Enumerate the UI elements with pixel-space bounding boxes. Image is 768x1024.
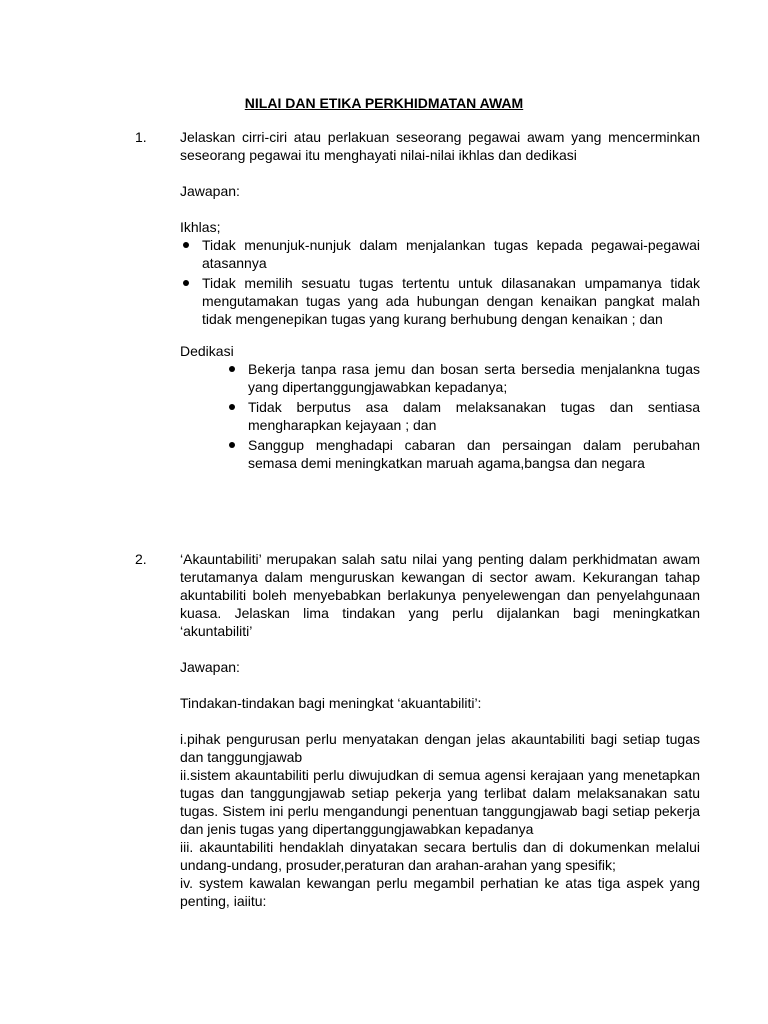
section-heading-ikhlas: Ikhlas; [180, 219, 221, 235]
answer-item: i.pihak pengurusan perlu menyatakan dengan jelas akauntabiliti bagi setiap tugas dan tanggungjawab [180, 731, 700, 765]
answer-label: Jawapan: [180, 183, 240, 199]
list-item: Tidak menunjuk-nunjuk dalam menjalankan tugas kepada pegawai-pegawai atasannya [180, 236, 700, 272]
question-number: 2. [135, 551, 147, 567]
document-title: NILAI DAN ETIKA PERKHIDMATAN AWAM [244, 95, 524, 111]
ikhlas-bullet-list [180, 236, 700, 328]
question-text: Jelaskan cirri-ciri atau perlakuan seseorang pegawai awam yang mencerminkan seseorang pegawai itu menghayati nilai-nilai ikhlas dan dedikasi [180, 129, 700, 163]
answer-item: iv. system kawalan kewangan perlu megambil perhatian ke atas tiga aspek yang penting, iaiitu: [180, 875, 700, 909]
answer-label: Jawapan: [180, 659, 240, 675]
answer-item: iii. akauntabiliti hendaklah dinyatakan secara bertulis dan di dokumenkan melalui undang-undang, prosuder,peraturan dan arahan-arahan yang spesifik; [180, 839, 700, 873]
list-item: Tidak berputus asa dalam melaksanakan tugas dan sentiasa mengharapkan kejayaan ; dan [226, 398, 700, 434]
question-text: ‘Akauntabiliti’ merupakan salah satu nilai yang penting dalam perkhidmatan awam terutamanya dalam menguruskan kewangan di sector awam. Kekurangan tahap akuntabiliti boleh menyebabkan berlakunya penyelewengan dan penyelahgunaan kuasa. Jelaskan lima tindakan yang perlu dijalankan bagi meningkatkan ‘akuntabiliti’ [180, 551, 700, 639]
answer-intro: Tindakan-tindakan bagi meningkat ‘akuantabiliti’: [180, 695, 482, 711]
list-item: Bekerja tanpa rasa jemu dan bosan serta bersedia menjalankna tugas yang dipertanggungjawabkan kepadanya; [226, 360, 700, 396]
list-item: Sanggup menghadapi cabaran dan persaingan dalam perubahan semasa demi meningkatkan maruah agama,bangsa dan negara [226, 436, 700, 472]
question-body [180, 550, 700, 910]
question-number: 1. [135, 129, 147, 145]
dedikasi-bullet-list [226, 360, 700, 472]
answer-item: ii.sistem akauntabiliti perlu diwujudkan di semua agensi kerajaan yang menetapkan tugas dan tanggungjawab setiap pekerja yang terlibat dalam melaksanakan satu tugas. Sistem ini perlu mengandungi penentuan tanggungjawab bagi setiap pekerja dan jenis tugas yang dipertanggungjawabkan kepadanya [180, 767, 700, 837]
section-heading-dedikasi: Dedikasi [180, 343, 234, 359]
question-body [180, 128, 700, 474]
list-item: Tidak memilih sesuatu tugas tertentu untuk dilasanakan umpamanya tidak mengutamakan tugas yang ada hubungan dengan kenaikan pangkat malah tidak mengenepikan tugas yang kurang berhubung dengan kenaikan ; dan [180, 274, 700, 328]
